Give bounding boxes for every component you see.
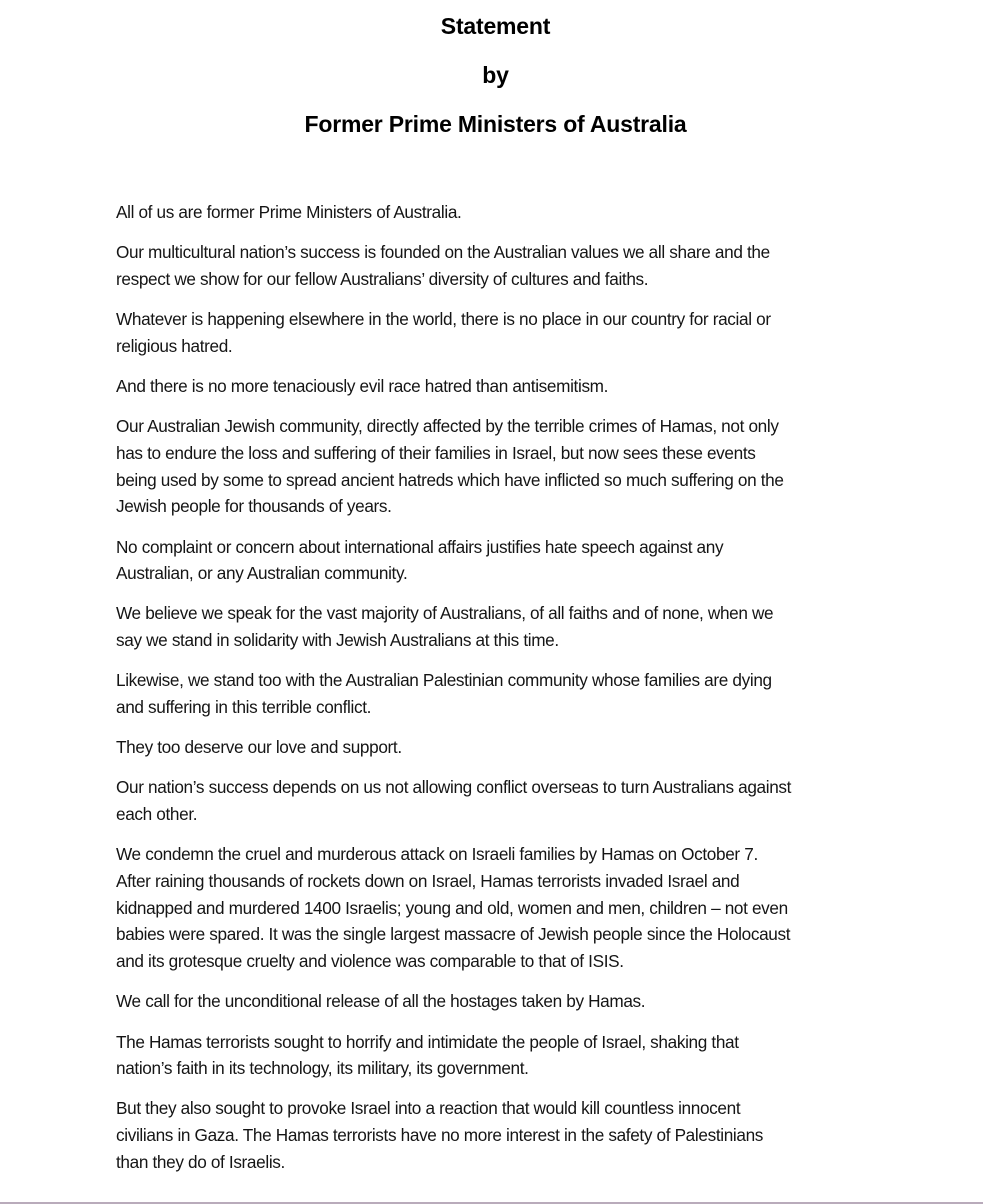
paragraph: But they also sought to provoke Israel into a reaction that would kill countless innocent civilians in Gaza. The Hamas terrorists have no more interest in the safety of Palestinians than they do of Israelis.	[116, 1098, 764, 1172]
statement-body	[116, 199, 886, 1189]
paragraph: No complaint or concern about international affairs justifies hate speech against any Australian, or any Australian community.	[116, 536, 724, 584]
title-former-prime-ministers: Former Prime Ministers of Australia	[304, 111, 687, 137]
paragraph: We call for the unconditional release of all the hostages taken by Hamas.	[116, 991, 646, 1012]
paragraph: We believe we speak for the vast majority of Australians, of all faiths and of none, when we say we stand in solidarity with Jewish Australians at this time.	[116, 603, 774, 651]
title-statement: Statement	[440, 13, 551, 39]
paragraph: Likewise, we stand too with the Australian Palestinian community whose families are dying and suffering in this terrible conflict.	[116, 670, 772, 718]
paragraph: Our multicultural nation’s success is founded on the Australian values we all share and the respect we show for our fellow Australians’ diversity of cultures and faiths.	[116, 242, 770, 289]
paragraph: Our Australian Jewish community, directly affected by the terrible crimes of Hamas, not only has to endure the loss and suffering of their families in Israel, but now sees these events being used by some to spread ancient hatreds which have inflicted so much suffering on the Jewish people for thousands of years.	[116, 416, 784, 517]
paragraph: They too deserve our love and support.	[116, 737, 402, 758]
title-by: by	[482, 62, 509, 88]
paragraph: We condemn the cruel and murderous attack on Israeli families by Hamas on October 7. After raining thousands of rockets down on Israel, Hamas terrorists invaded Israel and kidnapped and murdered 1400 Israelis; young and old, women and men, children – not even babies were spared. It was the single largest massacre of Jewish people since the Holocaust and its grotesque cruelty and violence was comparable to that of ISIS.	[116, 844, 791, 972]
paragraph: Our nation’s success depends on us not allowing conflict overseas to turn Australians against each other.	[116, 777, 792, 825]
paragraph: The Hamas terrorists sought to horrify and intimidate the people of Israel, shaking that nation’s faith in its technology, its military, its government.	[116, 1031, 739, 1079]
paragraph: And there is no more tenaciously evil race hatred than antisemitism.	[116, 376, 609, 397]
paragraph: All of us are former Prime Ministers of Australia.	[116, 202, 462, 222]
paragraph: Whatever is happening elsewhere in the world, there is no place in our country for racial or religious hatred.	[116, 309, 771, 356]
